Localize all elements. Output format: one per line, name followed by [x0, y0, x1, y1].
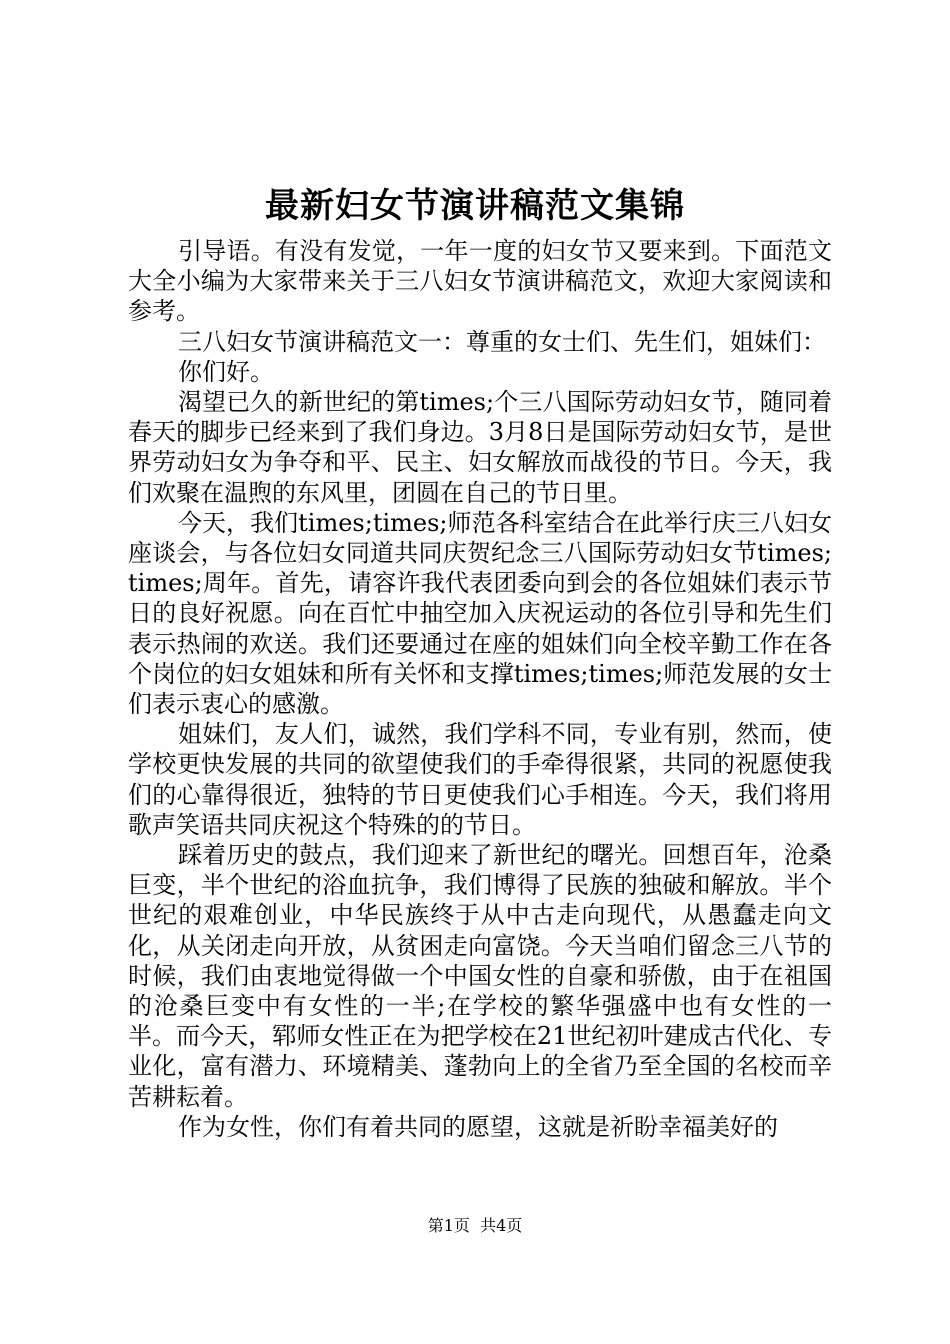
document-body	[128, 236, 832, 1142]
document-title: 最新妇女节演讲稿范文集锦	[265, 186, 685, 226]
paragraph: 作为女性，你们有着共同的愿望，这就是祈盼幸福美好的	[178, 1112, 778, 1141]
paragraph: 今天，我们times;times;师范各科室结合在此举行庆三八妇女座谈会，与各位妇女同道共同庆贺纪念三八国际劳动妇女节times;times;周年。首先，请容许我代表团委向到会的各位姐妹们表示节日的良好祝愿。向在百忙中抽空加入庆祝运动的各位引导和先生们表示热闹的欢送。我们还要通过在座的姐妹们向全校辛勤工作在各个岗位的妇女姐妹和所有关怀和支撑times;times;师范发展的女士们表示衷心的感激。	[128, 508, 832, 719]
paragraph: 姐妹们，友人们，诚然，我们学科不同，专业有别，然而，使学校更快发展的共同的欲望使我们的手牵得很紧，共同的祝愿使我们的心靠得很近，独特的节日更使我们心手相连。今天，我们将用歌声笑语共同庆祝这个特殊的的节日。	[128, 720, 832, 839]
paragraph: 踩着历史的鼓点，我们迎来了新世纪的曙光。回想百年，沧桑巨变，半个世纪的浴血抗争，我们博得了民族的独破和解放。半个世纪的艰难创业，中华民族终于从中古走向现代，从愚蠢走向文化，从关闭走向开放，从贫困走向富饶。今天当咱们留念三八节的时候，我们由衷地觉得做一个中国女性的自豪和骄傲，由于在祖国的沧桑巨变中有女性的一半;在学校的繁华强盛中也有女性的一半。而今天，郓师女性正在为把学校在21世纪初叶建成古代化、专业化，富有潜力、环境精美、蓬勃向上的全省乃至全国的名校而辛苦耕耘着。	[128, 841, 832, 1111]
paragraph: 引导语。有没有发觉，一年一度的妇女节又要来到。下面范文大全小编为大家带来关于三八妇女节演讲稿范文，欢迎大家阅读和参考。	[128, 237, 832, 326]
paragraph: 你们好。	[178, 357, 274, 386]
paragraph: 三八妇女节演讲稿范文一：尊重的女士们、先生们，姐妹们：	[178, 327, 826, 356]
paragraph: 渴望已久的新世纪的第times;个三八国际劳动妇女节，随同着春天的脚步已经来到了我们身边。3月8日是国际劳动妇女节，是世界劳动妇女为争夺和平、民主、妇女解放而战役的节日。今天，我们欢聚在温煦的东风里，团圆在自己的节日里。	[128, 388, 832, 507]
page-footer: 第1页 共4页	[427, 1216, 523, 1235]
